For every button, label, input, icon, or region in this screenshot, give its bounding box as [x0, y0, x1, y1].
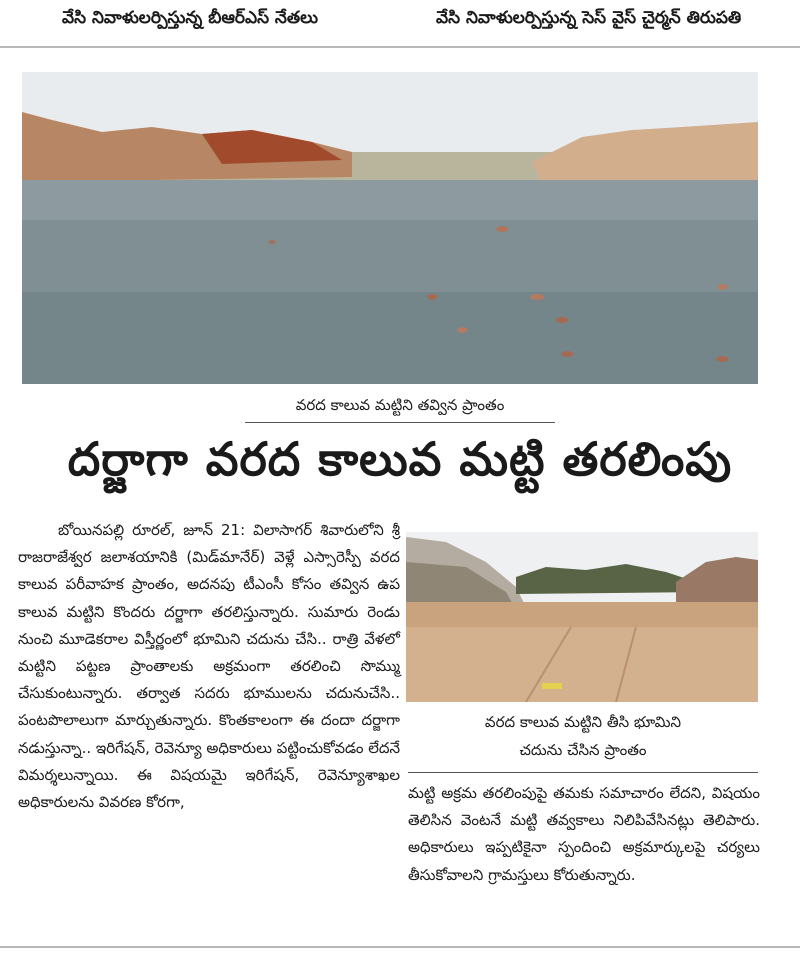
photo2-caption: [408, 708, 758, 764]
top-headline-strip: [0, 0, 800, 48]
photo2-caption-line1: వరద కాలువ మట్టిని తీసి భూమిని: [484, 713, 682, 731]
top-left-headline: వేసి నివాళులర్పిస్తున్న బీఆర్ఎస్ నేతలు: [62, 8, 319, 28]
photo-leveled-land: [406, 532, 758, 702]
bottom-divider: [0, 946, 800, 948]
photo-water-area: [22, 72, 758, 384]
photo1-caption: వరద కాలువ మట్టిని తవ్విన ప్రాంతం: [245, 396, 555, 423]
caption-divider: [408, 772, 758, 773]
headline: దర్జాగా వరద కాలువ మట్టి తరలింపు: [67, 432, 733, 486]
article-body-left: [18, 517, 400, 816]
photo2-caption-line2: చదును చేసిన ప్రాంతం: [519, 741, 647, 759]
article-body-right: [408, 780, 760, 889]
top-right-headline: వేసి నివాళులర్పిస్తున్న సెస్ వైస్ చైర్మన్ తిరుపతి: [436, 8, 742, 28]
body-right-paragraph: మట్టి అక్రమ తరలింపుపై తమకు సమాచారం లేదని, విషయం తెలిసిన వెంటనే మట్టి తవ్వకాలు నిలిపివేసినట్లు తెలిపారు. అధికారులు ఇప్పటికైనా స్పందించి అక్రమార్కులపై చర్యలు తీసుకోవాలని గ్రామస్తులు కోరుతున్నారు.: [408, 784, 760, 884]
body-left-paragraph: బోయినపల్లి రూరల్, జూన్ 21: విలాసాగర్ శివారులోని శ్రీ రాజరాజేశ్వర జలాశయానికి (మిడ్‌మానేర్) వెళ్లే ఎస్సారెస్పీ వరద కాలువ పరీవాహక ప్రాంతం, అదనపు టీఎంసీ కోసం తవ్విన ఉప కాలువ మట్టిని కొందరు దర్జాగా తరలిస్తున్నారు. సుమారు రెండు నుంచి మూడెకరాల విస్తీర్ణంలో భూమిని చదును చేసి.. రాత్రి వేళలో మట్టిని పట్టణ ప్రాంతాలకు అక్రమంగా తరలించి సొమ్ము చేసుకుంటున్నారు. తర్వాత సదరు భూములను చదునుచేసి.. పంటపొలాలుగా మార్చుతున్నారు. కొంతకాలంగా ఈ దందా దర్జాగా నడుస్తున్నా.. ఇరిగేషన్, రెవెన్యూ అధికారులు పట్టించుకోవడం లేదనే విమర్శలున్నాయి. ఈ విషయమై ఇరిగేషన్, రెవెన్యూశాఖల అధికారులను వివరణ కోరగా,: [18, 521, 400, 812]
